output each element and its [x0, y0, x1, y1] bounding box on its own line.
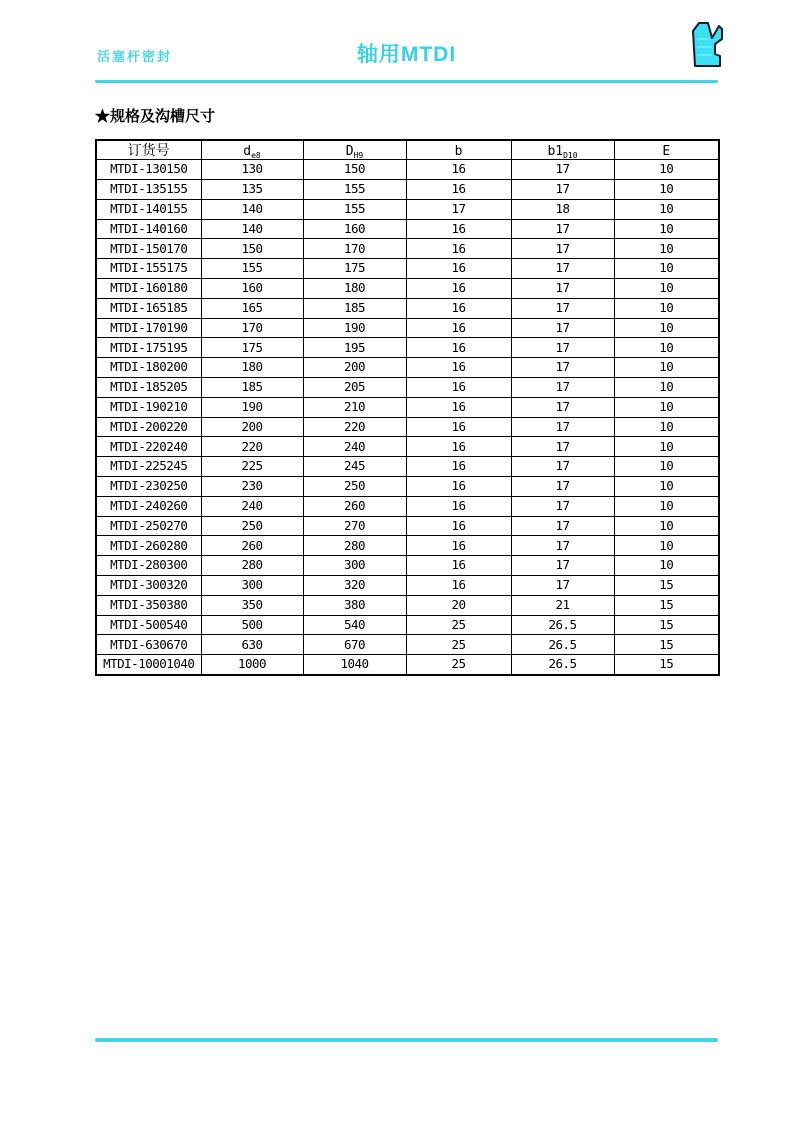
cell-d: 1000: [201, 655, 303, 675]
cell-D: 220: [303, 417, 406, 437]
cell-E: 15: [614, 655, 719, 675]
table-row: [96, 378, 719, 398]
cell-d: 165: [201, 298, 303, 318]
cell-D: 320: [303, 576, 406, 596]
cell-part-number: MTDI-350380: [96, 595, 201, 615]
cell-b1: 17: [511, 338, 614, 358]
cell-E: 10: [614, 516, 719, 536]
column-header-E: E: [614, 140, 719, 160]
page-title: 轴用MTDI: [356, 43, 457, 66]
page-title-wrap: [95, 38, 718, 68]
table-row: [96, 279, 719, 299]
table-row: [96, 457, 719, 477]
cell-b: 17: [406, 199, 511, 219]
cell-b: 16: [406, 160, 511, 180]
cell-d: 185: [201, 378, 303, 398]
table-row: [96, 595, 719, 615]
cell-b: 16: [406, 378, 511, 398]
cell-part-number: MTDI-160180: [96, 279, 201, 299]
cell-b: 16: [406, 358, 511, 378]
cell-d: 260: [201, 536, 303, 556]
cell-b1: 17: [511, 239, 614, 259]
cell-D: 210: [303, 397, 406, 417]
table-row: [96, 160, 719, 180]
cell-b1: 17: [511, 417, 614, 437]
cell-b1: 17: [511, 160, 614, 180]
cell-b1: 17: [511, 279, 614, 299]
cell-b: 16: [406, 259, 511, 279]
cell-part-number: MTDI-220240: [96, 437, 201, 457]
cell-D: 380: [303, 595, 406, 615]
cell-d: 140: [201, 199, 303, 219]
cell-b: 16: [406, 239, 511, 259]
cell-b: 16: [406, 298, 511, 318]
cell-E: 15: [614, 635, 719, 655]
cell-b1: 17: [511, 219, 614, 239]
cell-part-number: MTDI-500540: [96, 615, 201, 635]
cell-E: 10: [614, 219, 719, 239]
cell-d: 230: [201, 477, 303, 497]
cell-b: 16: [406, 536, 511, 556]
cell-b1: 17: [511, 259, 614, 279]
cell-b: 16: [406, 437, 511, 457]
cell-part-number: MTDI-140155: [96, 199, 201, 219]
column-header-D: $D_{H9}$: [303, 140, 406, 160]
cell-d: 190: [201, 397, 303, 417]
cell-b1: 17: [511, 496, 614, 516]
cell-D: 250: [303, 477, 406, 497]
cell-b: 16: [406, 318, 511, 338]
column-header-part-number: 订货号: [96, 140, 201, 160]
cell-b1: 17: [511, 437, 614, 457]
cell-b1: 17: [511, 298, 614, 318]
table-body: [96, 160, 719, 675]
cell-D: 1040: [303, 655, 406, 675]
cell-part-number: MTDI-300320: [96, 576, 201, 596]
cell-D: 155: [303, 199, 406, 219]
table-row: [96, 239, 719, 259]
cell-part-number: MTDI-170190: [96, 318, 201, 338]
cell-b1: 17: [511, 397, 614, 417]
cell-b: 16: [406, 576, 511, 596]
cell-b1: 17: [511, 477, 614, 497]
cell-b: 16: [406, 477, 511, 497]
cell-part-number: MTDI-230250: [96, 477, 201, 497]
cell-d: 200: [201, 417, 303, 437]
cell-d: 160: [201, 279, 303, 299]
cell-b: 25: [406, 615, 511, 635]
cell-D: 170: [303, 239, 406, 259]
table-row: [96, 477, 719, 497]
cell-b: 16: [406, 496, 511, 516]
cell-D: 270: [303, 516, 406, 536]
table-row: [96, 576, 719, 596]
cell-d: 170: [201, 318, 303, 338]
cell-b1: 26.5: [511, 615, 614, 635]
cell-E: 15: [614, 595, 719, 615]
cell-b1: 17: [511, 180, 614, 200]
cell-D: 260: [303, 496, 406, 516]
table-row: [96, 635, 719, 655]
cell-E: 15: [614, 576, 719, 596]
cell-D: 300: [303, 556, 406, 576]
table-row: [96, 180, 719, 200]
cell-E: 10: [614, 318, 719, 338]
cell-part-number: MTDI-260280: [96, 536, 201, 556]
column-header-b1: $b1_{D10}$: [511, 140, 614, 160]
cell-b1: 17: [511, 378, 614, 398]
cell-b: 16: [406, 417, 511, 437]
cell-b: 16: [406, 180, 511, 200]
cell-b: 25: [406, 635, 511, 655]
column-header-b: b: [406, 140, 511, 160]
cell-part-number: MTDI-150170: [96, 239, 201, 259]
table-row: [96, 417, 719, 437]
cell-part-number: MTDI-175195: [96, 338, 201, 358]
cell-E: 10: [614, 298, 719, 318]
table-row: [96, 556, 719, 576]
cell-E: 10: [614, 536, 719, 556]
table-row: [96, 615, 719, 635]
table-row: [96, 219, 719, 239]
table-row: [96, 259, 719, 279]
cell-E: 10: [614, 199, 719, 219]
table-row: [96, 318, 719, 338]
cell-part-number: MTDI-140160: [96, 219, 201, 239]
cell-d: 225: [201, 457, 303, 477]
cell-part-number: MTDI-225245: [96, 457, 201, 477]
cell-D: 205: [303, 378, 406, 398]
cell-D: 175: [303, 259, 406, 279]
cell-b1: 17: [511, 358, 614, 378]
cell-b1: 21: [511, 595, 614, 615]
cell-d: 135: [201, 180, 303, 200]
table-row: [96, 655, 719, 675]
cell-E: 10: [614, 259, 719, 279]
cell-part-number: MTDI-190210: [96, 397, 201, 417]
cell-d: 300: [201, 576, 303, 596]
table-row: [96, 199, 719, 219]
cell-b: 20: [406, 595, 511, 615]
cell-D: 150: [303, 160, 406, 180]
cell-b1: 17: [511, 576, 614, 596]
cell-E: 10: [614, 496, 719, 516]
table-row: [96, 496, 719, 516]
cell-b1: 17: [511, 457, 614, 477]
cell-E: 10: [614, 378, 719, 398]
cell-d: 220: [201, 437, 303, 457]
cell-d: 150: [201, 239, 303, 259]
cell-D: 200: [303, 358, 406, 378]
cell-b1: 26.5: [511, 655, 614, 675]
cell-part-number: MTDI-240260: [96, 496, 201, 516]
cell-E: 10: [614, 397, 719, 417]
cell-part-number: MTDI-155175: [96, 259, 201, 279]
cell-b1: 17: [511, 516, 614, 536]
cell-D: 160: [303, 219, 406, 239]
cell-d: 500: [201, 615, 303, 635]
cell-part-number: MTDI-180200: [96, 358, 201, 378]
table-row: [96, 437, 719, 457]
spec-table: [95, 139, 720, 676]
cell-E: 10: [614, 239, 719, 259]
seal-profile-icon: [690, 21, 724, 69]
table-row: [96, 516, 719, 536]
table-row: [96, 536, 719, 556]
table-header: [96, 140, 719, 160]
cell-d: 130: [201, 160, 303, 180]
cell-E: 10: [614, 338, 719, 358]
cell-part-number: MTDI-130150: [96, 160, 201, 180]
cell-D: 190: [303, 318, 406, 338]
cell-D: 245: [303, 457, 406, 477]
cell-E: 15: [614, 615, 719, 635]
table-header-row: [96, 140, 719, 160]
cell-part-number: MTDI-630670: [96, 635, 201, 655]
table-row: [96, 358, 719, 378]
cell-part-number: MTDI-135155: [96, 180, 201, 200]
cell-D: 180: [303, 279, 406, 299]
cell-d: 155: [201, 259, 303, 279]
cell-E: 10: [614, 180, 719, 200]
cell-b1: 17: [511, 556, 614, 576]
cell-part-number: MTDI-200220: [96, 417, 201, 437]
table-row: [96, 397, 719, 417]
cell-E: 10: [614, 556, 719, 576]
cell-E: 10: [614, 437, 719, 457]
cell-b: 16: [406, 556, 511, 576]
cell-b: 16: [406, 219, 511, 239]
cell-b1: 26.5: [511, 635, 614, 655]
cell-b1: 18: [511, 199, 614, 219]
cell-D: 280: [303, 536, 406, 556]
cell-part-number: MTDI-165185: [96, 298, 201, 318]
cell-E: 10: [614, 477, 719, 497]
cell-part-number: MTDI-185205: [96, 378, 201, 398]
cell-d: 250: [201, 516, 303, 536]
cell-b: 16: [406, 338, 511, 358]
cell-d: 240: [201, 496, 303, 516]
footer-rule: [95, 1038, 718, 1042]
cell-E: 10: [614, 417, 719, 437]
cell-D: 155: [303, 180, 406, 200]
cell-E: 10: [614, 358, 719, 378]
cell-d: 175: [201, 338, 303, 358]
cell-E: 10: [614, 279, 719, 299]
table-row: [96, 298, 719, 318]
cell-b: 16: [406, 457, 511, 477]
cell-E: 10: [614, 160, 719, 180]
cell-part-number: MTDI-280300: [96, 556, 201, 576]
cell-D: 540: [303, 615, 406, 635]
cell-part-number: MTDI-250270: [96, 516, 201, 536]
header-rule: [95, 80, 718, 83]
cell-b: 16: [406, 279, 511, 299]
cell-d: 630: [201, 635, 303, 655]
cell-part-number: MTDI-10001040: [96, 655, 201, 675]
cell-D: 240: [303, 437, 406, 457]
cell-d: 180: [201, 358, 303, 378]
section-title: ★规格及沟槽尺寸: [95, 108, 216, 125]
cell-b: 16: [406, 516, 511, 536]
cell-b1: 17: [511, 536, 614, 556]
cell-D: 670: [303, 635, 406, 655]
cell-b1: 17: [511, 318, 614, 338]
cell-D: 195: [303, 338, 406, 358]
header-category-label: 活塞杆密封: [97, 49, 173, 64]
cell-E: 10: [614, 457, 719, 477]
cell-d: 280: [201, 556, 303, 576]
cell-d: 350: [201, 595, 303, 615]
cell-d: 140: [201, 219, 303, 239]
cell-D: 185: [303, 298, 406, 318]
cell-b: 16: [406, 397, 511, 417]
table-row: [96, 338, 719, 358]
cell-b: 25: [406, 655, 511, 675]
column-header-d: $d_{e8}$: [201, 140, 303, 160]
